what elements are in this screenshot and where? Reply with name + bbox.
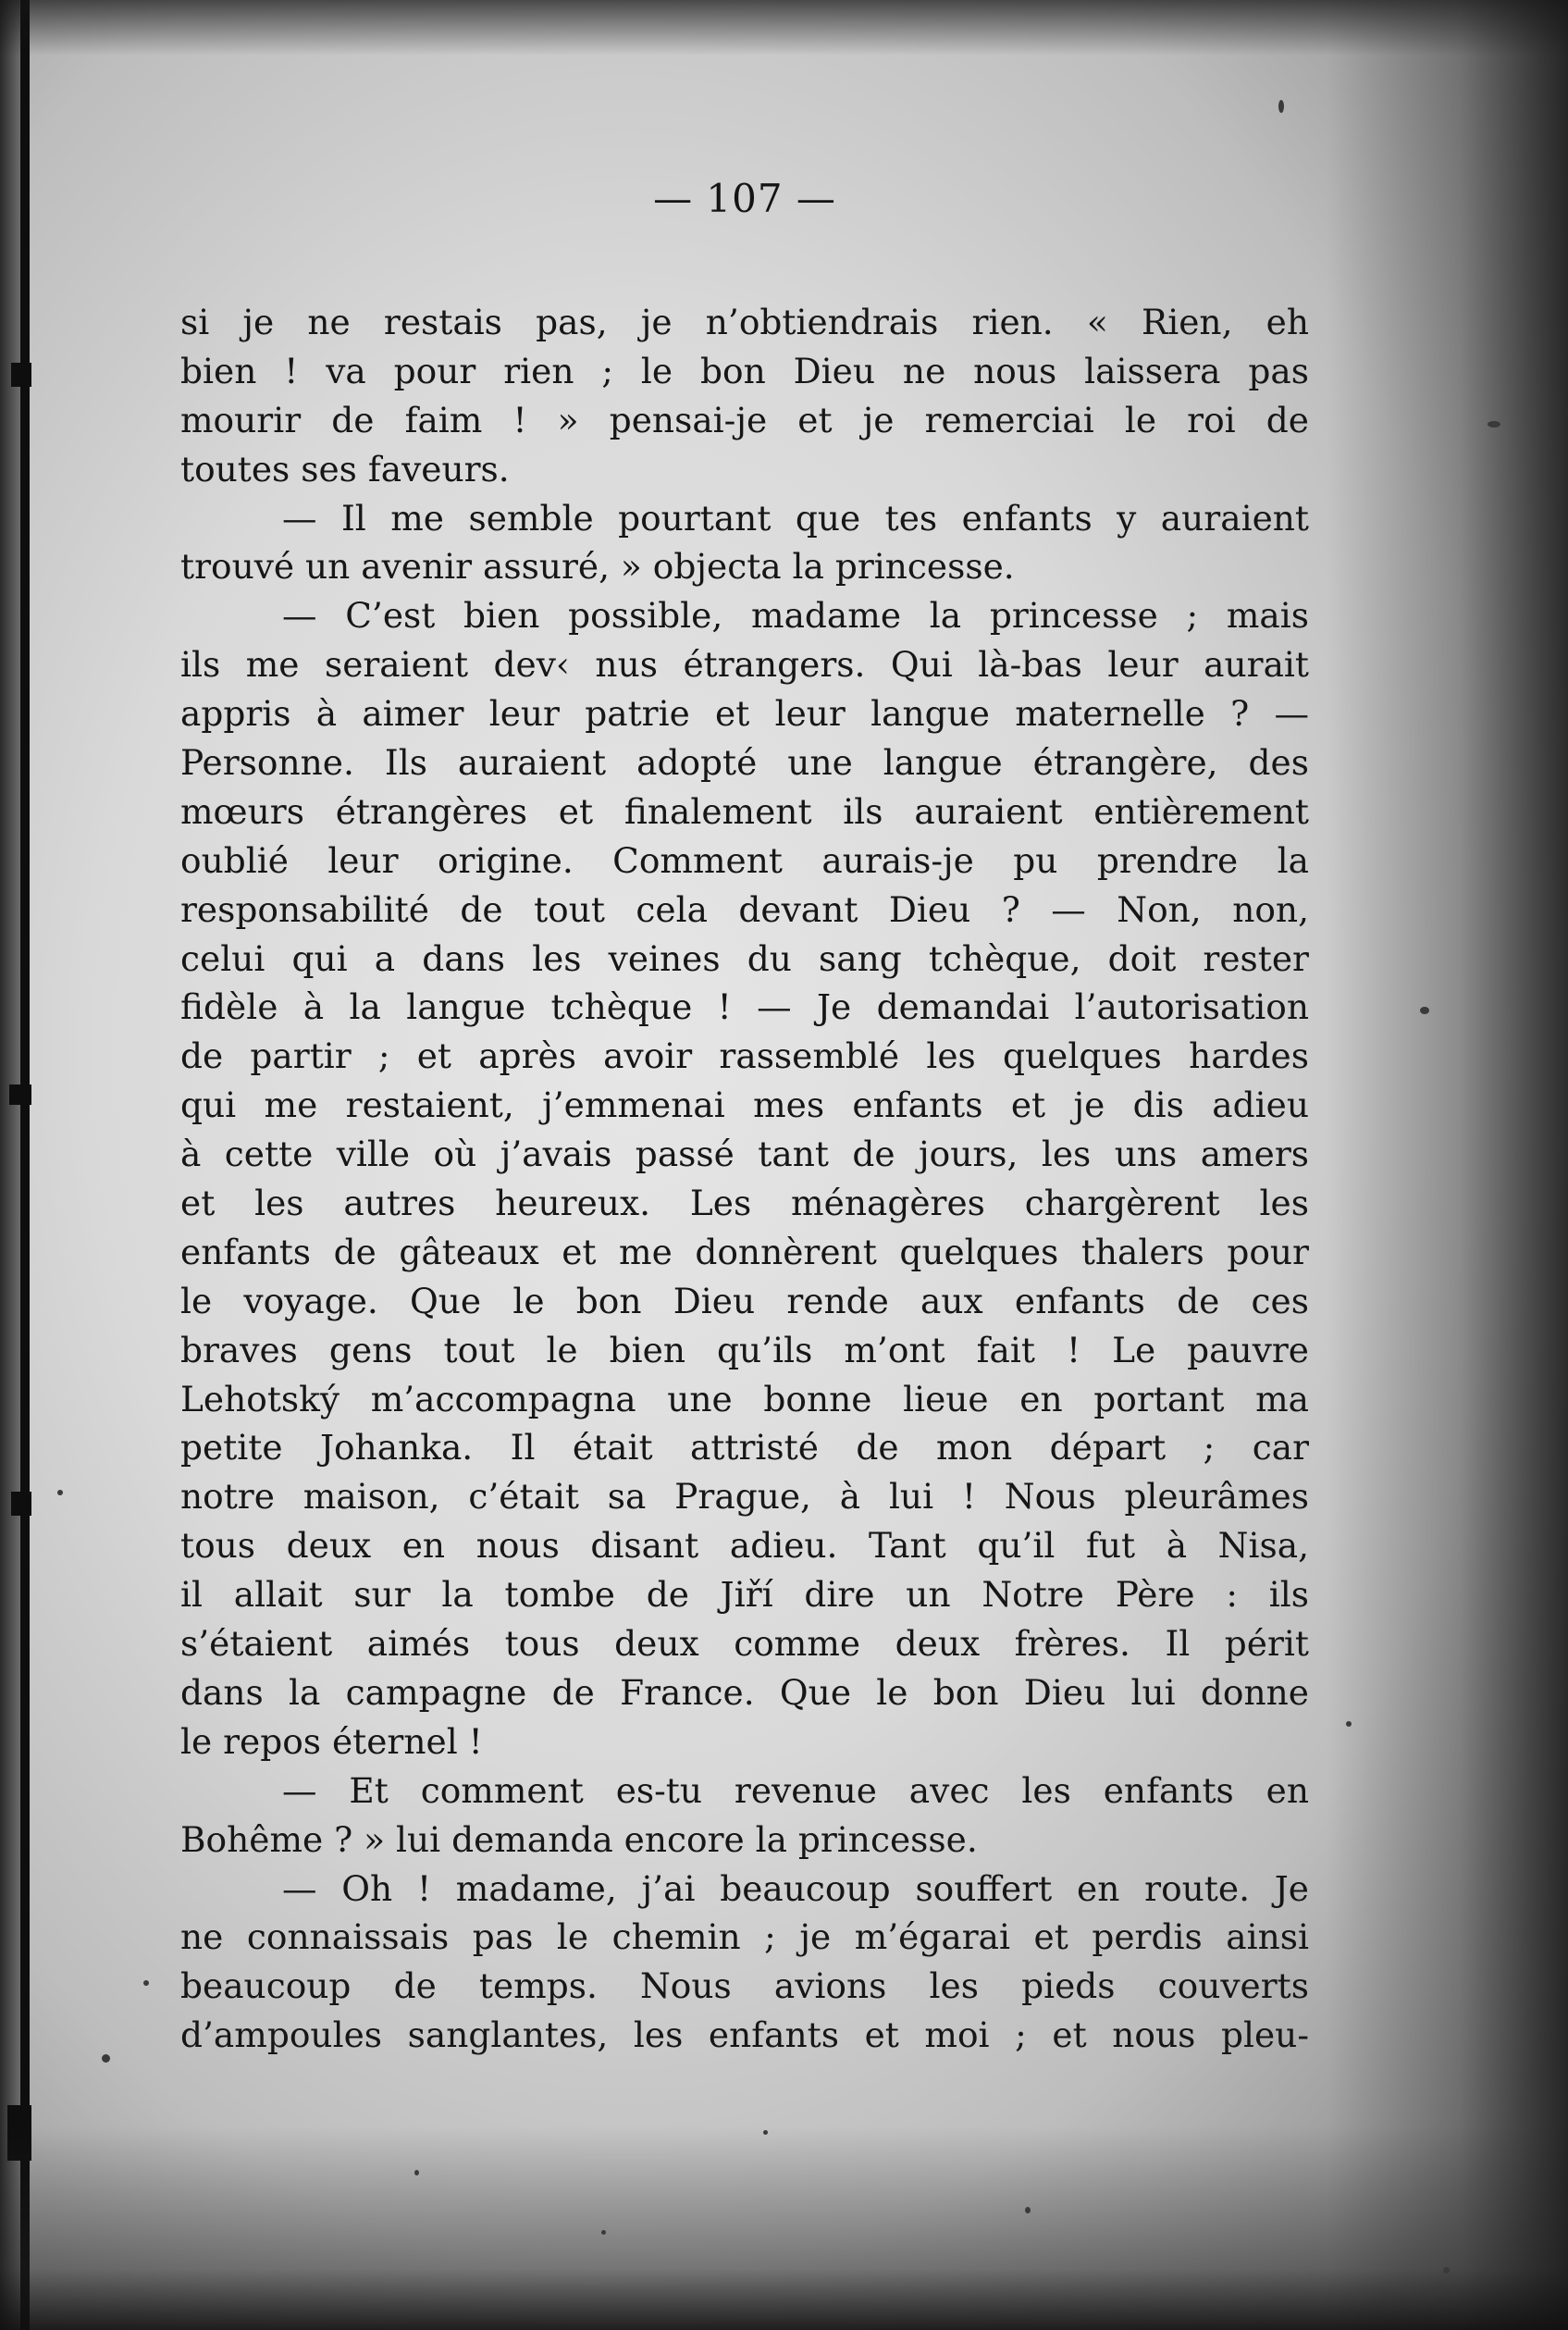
text-line: notre maison, c’était sa Prague, à lui ! Nous pleurâmes (180, 1476, 1309, 1518)
binding-mark (9, 1084, 31, 1105)
text-line: mœurs étrangères et finalement ils auraient entièrement (180, 790, 1309, 832)
text-line: fidèle à la langue tchèque ! — Je demandai l’autorisation (180, 986, 1309, 1028)
text-line: et les autres heureux. Les ménagères chargèrent les (180, 1183, 1309, 1224)
text-line: il allait sur la tombe de Jiří dire un Notre Père : ils (180, 1574, 1309, 1616)
text-line: Personne. Ils auraient adopté une langue étrangère, des (180, 742, 1309, 784)
body-text (180, 298, 1309, 2060)
text-line: enfants de gâteaux et me donnèrent quelques thalers pour (180, 1231, 1309, 1272)
text-line: trouvé un avenir assuré, » objecta la princesse. (180, 546, 1015, 588)
bottom-shadow (0, 2126, 1568, 2330)
binding-line (20, 0, 30, 2330)
text-line: d’ampoules sanglantes, les enfants et moi ; et nous pleu- (180, 2014, 1309, 2056)
speck (1488, 421, 1500, 428)
text-line: ne connaissais pas le chemin ; je m’égarai et perdis ainsi (180, 1916, 1309, 1958)
speck (414, 2170, 419, 2175)
text-line: de partir ; et après avoir rassemblé les quelques hardes (180, 1035, 1309, 1077)
speck (1346, 1721, 1352, 1727)
text-line: le voyage. Que le bon Dieu rende aux enfants de ces (180, 1280, 1309, 1321)
text-line: ils me seraient dev‹ nus étrangers. Qui là-bas leur aurait (180, 644, 1309, 686)
text-line: qui me restaient, j’emmenai mes enfants et je dis adieu (180, 1084, 1309, 1126)
text-line: oublié leur origine. Comment aurais-je pu prendre la (180, 839, 1309, 881)
speck (763, 2130, 768, 2135)
speck (1420, 1007, 1429, 1014)
text-line: celui qui a dans les veines du sang tchèque, doit rester (180, 937, 1309, 979)
page-number: — 107 — (653, 176, 836, 221)
text-line: toutes ses faveurs. (180, 448, 510, 490)
text-line: — Et comment es-tu revenue avec les enfants en (282, 1769, 1309, 1811)
text-line: responsabilité de tout cela devant Dieu ? — Non, non, (180, 888, 1309, 930)
text-line: s’étaient aimés tous deux comme deux frères. Il périt (180, 1623, 1309, 1665)
text-line: — Oh ! madame, j’ai beaucoup souffert en route. Je (282, 1867, 1309, 1909)
text-line: — Il me semble pourtant que tes enfants y auraient (282, 497, 1309, 539)
speck (57, 1490, 63, 1495)
text-line: si je ne restais pas, je n’obtiendrais rien. « Rien, eh (180, 302, 1309, 342)
right-shadow (1327, 0, 1568, 2330)
speck (143, 1980, 149, 1986)
text-line: appris à aimer leur patrie et leur langue maternelle ? — (180, 693, 1309, 735)
text-line: bien ! va pour rien ; le bon Dieu ne nous laissera pas (180, 350, 1309, 391)
binding-mark (11, 1492, 31, 1516)
text-line: beaucoup de temps. Nous avions les pieds couverts (180, 1965, 1309, 2007)
text-line: Lehotský m’accompagna une bonne lieue en portant ma (180, 1378, 1309, 1419)
speck (1278, 100, 1284, 113)
binding-mark (11, 363, 31, 387)
text-line: petite Johanka. Il était attristé de mon départ ; car (180, 1427, 1309, 1469)
text-line: braves gens tout le bien qu’ils m’ont fait ! Le pauvre (180, 1329, 1309, 1370)
speck (601, 2230, 606, 2235)
text-line: Bohême ? » lui demanda encore la princesse. (180, 1818, 978, 1860)
text-line: le repos éternel ! (180, 1720, 483, 1762)
speck (1443, 2267, 1450, 2274)
text-line: tous deux en nous disant adieu. Tant qu’il fut à Nisa, (180, 1525, 1309, 1567)
text-line: à cette ville où j’avais passé tant de jours, les uns amers (180, 1134, 1309, 1175)
speck (102, 2054, 110, 2063)
text-line: dans la campagne de France. Que le bon Dieu lui donne (180, 1671, 1309, 1713)
speck (1025, 2207, 1031, 2213)
text-line: — C’est bien possible, madame la princesse ; mais (282, 595, 1309, 637)
text-line: mourir de faim ! » pensai-je et je remerciai le roi de (180, 399, 1309, 440)
binding-edge (0, 0, 20, 2330)
